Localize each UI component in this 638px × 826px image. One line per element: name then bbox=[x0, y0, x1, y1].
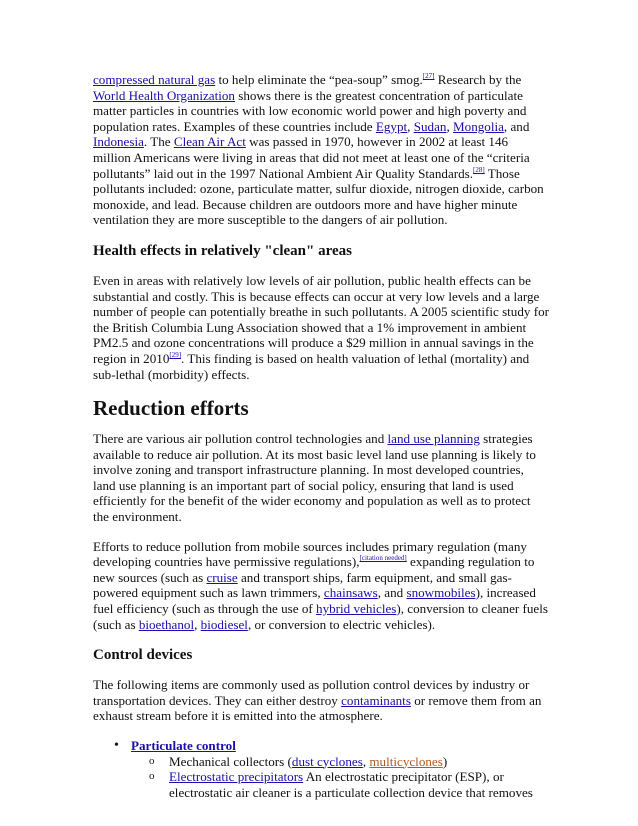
paragraph-land-use: There are various air pollution control technologies and land use planning strategies available to reduce air pollution. At its most basic level land use planning is likely to involve zoning and transport infrastructure planning. In most developed countries, land use planning is an important part of social policy, ensuring that land is used efficiently for the benefit of the wider economy and population as well as to protect the environment. bbox=[93, 431, 536, 525]
control-devices-list bbox=[93, 738, 549, 800]
link-bioethanol[interactable]: bioethanol bbox=[138, 616, 195, 632]
paragraph-health-effects: Even in areas with relatively low levels of air pollution, public health effects can be substantial and costly. This is because effects can occur at very low levels and a large number of people can potentially breathe in such pollutants. A 2005 scientific study for the British Columbia Lung Association showed that a 1% improvement in ambient PM2.5 and ozone concentrations will produce a $29 million in annual savings in the region in 2010[29]. This finding is based on health valuation of lethal (mortality) and sub-lethal (morbidity) effects. bbox=[93, 272, 549, 382]
link-snowmobiles[interactable]: snowmobiles bbox=[406, 585, 476, 601]
link-electrostatic-precipitators[interactable]: Electrostatic precipitators bbox=[169, 769, 304, 785]
particulate-sublist bbox=[131, 754, 549, 801]
list-item-mechanical-collectors: o Mechanical collectors (dust cyclones, multicyclones) bbox=[169, 754, 549, 770]
citation-needed[interactable]: [citation needed] bbox=[359, 554, 407, 563]
link-land-use-planning[interactable]: land use planning bbox=[387, 431, 480, 447]
link-contaminants[interactable]: contaminants bbox=[341, 692, 411, 708]
heading-health-effects: Health effects in relatively "clean" areas bbox=[93, 242, 352, 259]
paragraph-mobile-sources: Efforts to reduce pollution from mobile sources includes primary regulation (many developing countries have permissive regulations),[citation needed] expanding regulation to new sources (such as cruise and transport ships, farm equipment, and small gas-powered equipment such as lawn trimmers, chainsaws, and snowmobiles), increased fuel efficiency (such as through the use of hybrid vehicles), conversion to cleaner fuels (such as bioethanol, biodiesel, or conversion to electric vehicles). bbox=[93, 538, 548, 632]
link-particulate-control[interactable]: Particulate control bbox=[131, 738, 236, 753]
paragraph-control-devices: The following items are commonly used as pollution control devices by industry or transportation devices. They can either destroy contaminants or remove them from an exhaust stream before it is emitted into the atmosphere. bbox=[93, 677, 542, 724]
link-egypt[interactable]: Egypt bbox=[375, 118, 408, 134]
ref-27[interactable]: [27] bbox=[422, 72, 435, 80]
link-cruise[interactable]: cruise bbox=[206, 569, 238, 585]
list-item-particulate-control bbox=[131, 738, 549, 800]
link-chainsaws[interactable]: chainsaws bbox=[323, 585, 378, 601]
link-world-health-organization[interactable]: World Health Organization bbox=[93, 87, 235, 103]
ref-29[interactable]: [29] bbox=[169, 350, 182, 359]
ref-28[interactable]: [28] bbox=[473, 165, 485, 174]
heading-reduction-efforts: Reduction efforts bbox=[93, 396, 249, 421]
link-multicyclones[interactable]: multicyclones bbox=[369, 753, 443, 769]
paragraph-pollution-intro: compressed natural gas to help eliminate the “pea-soup” smog.[27] Research by the World Health Organization shows there is the greatest concentration of particulate matter particles in countries with low economic world power and high poverty and population rates. Examples of these countries include Egypt, Sudan, Mongolia, and Indonesia. The Clean Air Act was passed in 1970, however in 2002 at least 146 million Americans were living in areas that did not meet at least one of the “criteria pollutants” laid out in the 1997 National Ambient Air Quality Standards.[28] Those pollutants included: ozone, particulate matter, sulfur dioxide, nitrogen dioxide, carbon monoxide, and lead. Because children are outdoors more and have higher minute ventilation they are more susceptible to the dangers of air pollution. bbox=[93, 72, 544, 228]
link-dust-cyclones[interactable]: dust cyclones bbox=[291, 753, 363, 769]
article-page bbox=[93, 72, 549, 800]
link-indonesia[interactable]: Indonesia bbox=[93, 134, 144, 150]
link-compressed-natural-gas[interactable]: compressed natural gas bbox=[93, 72, 216, 87]
link-biodiesel[interactable]: biodiesel bbox=[200, 616, 248, 632]
list-item-electrostatic-precipitators: o Electrostatic precipitators An electrostatic precipitator (ESP), or electrostatic air cleaner is a particulate collection device that removes bbox=[169, 769, 549, 800]
link-clean-air-act[interactable]: Clean Air Act bbox=[173, 134, 246, 150]
link-sudan[interactable]: Sudan bbox=[413, 118, 447, 134]
link-hybrid-vehicles[interactable]: hybrid vehicles bbox=[316, 601, 397, 617]
link-mongolia[interactable]: Mongolia bbox=[453, 118, 504, 134]
heading-control-devices: Control devices bbox=[93, 647, 193, 664]
